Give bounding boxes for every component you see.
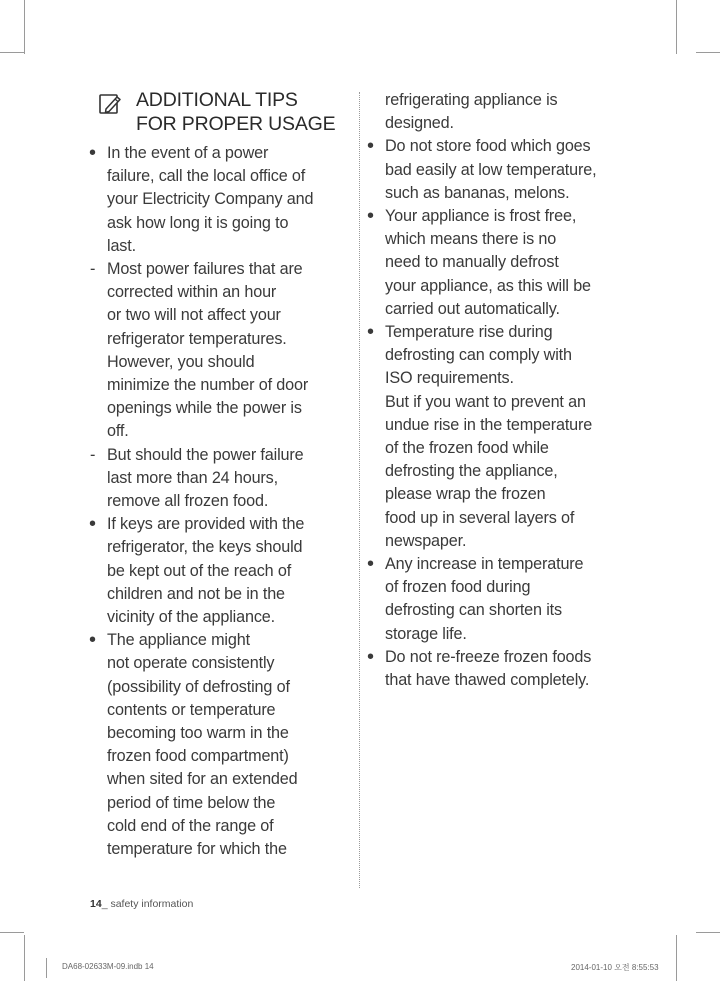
continued-text — [366, 89, 636, 135]
item-line: minimize the number of door — [107, 376, 309, 395]
item-line: defrosting can comply with — [385, 346, 572, 365]
page-number: 14 — [90, 898, 102, 910]
item-line: your appliance, as this will be — [385, 276, 591, 295]
right-tips-list — [366, 135, 636, 692]
bullet-marker: • — [89, 629, 96, 652]
item-line: of the frozen food while — [385, 439, 549, 458]
item-line: frozen food compartment) — [107, 747, 289, 766]
item-line: becoming too warm in the — [107, 724, 289, 743]
item-line: period of time below the — [107, 793, 276, 812]
item-line: newspaper. — [385, 531, 467, 550]
item-line: Your appliance is frost free, — [385, 207, 577, 226]
heading-line-2: FOR PROPER USAGE — [136, 113, 336, 135]
item-line: temperature for which the — [107, 840, 287, 859]
item-line: defrosting can shorten its — [385, 601, 562, 620]
item-line: (possibility of defrosting of — [107, 677, 290, 696]
item-line: The appliance might — [107, 631, 250, 650]
dash-marker: - — [90, 260, 96, 279]
column-divider — [359, 92, 360, 888]
right-tip-item — [366, 205, 636, 321]
item-line: or two will not affect your — [107, 306, 281, 325]
item-line: Any increase in temperature — [385, 555, 584, 574]
item-line: ISO requirements. — [385, 369, 514, 388]
item-line: refrigerator, the keys should — [107, 538, 303, 557]
item-line: of frozen food during — [385, 578, 531, 597]
item-line: such as bananas, melons. — [385, 183, 570, 202]
footer-section: _ safety information — [101, 898, 194, 910]
right-tip-item — [366, 135, 636, 205]
section-heading — [88, 88, 354, 136]
bullet-marker: • — [367, 645, 374, 668]
item-line: cold end of the range of — [107, 816, 274, 835]
page-footer — [90, 898, 193, 910]
item-line: last. — [107, 236, 136, 255]
item-line: But if you want to prevent an — [385, 392, 586, 411]
left-tip-item — [88, 258, 354, 444]
item-line: your Electricity Company and — [107, 190, 314, 209]
item-line: last more than 24 hours, — [107, 468, 278, 487]
continued-line-2: designed. — [385, 114, 454, 133]
item-line: refrigerator temperatures. — [107, 329, 287, 348]
print-slug-file: DA68-02633M-09.indb 14 — [62, 962, 154, 971]
note-pencil-icon — [98, 92, 122, 116]
bullet-marker: • — [367, 205, 374, 228]
item-line: when sited for an extended — [107, 770, 298, 789]
item-line: off. — [107, 422, 129, 441]
item-line: bad easily at low temperature, — [385, 160, 597, 179]
left-column — [88, 88, 354, 861]
item-line: openings while the power is — [107, 399, 302, 418]
item-line: defrosting the appliance, — [385, 462, 558, 481]
bullet-marker: • — [367, 321, 374, 344]
item-line: vicinity of the appliance. — [107, 608, 275, 627]
item-line: remove all frozen food. — [107, 492, 269, 511]
right-tip-item — [366, 321, 636, 553]
item-line: ask how long it is going to — [107, 213, 289, 232]
heading-line-1: ADDITIONAL TIPS — [136, 89, 298, 111]
item-line: food up in several layers of — [385, 508, 575, 527]
item-line: not operate consistently — [107, 654, 275, 673]
item-line: contents or temperature — [107, 700, 276, 719]
item-line: corrected within an hour — [107, 283, 277, 302]
item-line: Do not store food which goes — [385, 137, 591, 156]
item-line: But should the power failure — [107, 445, 304, 464]
bullet-marker: • — [89, 142, 96, 164]
item-line: be kept out of the reach of — [107, 561, 292, 580]
item-line: If keys are provided with the — [107, 515, 305, 534]
right-tip-item — [366, 553, 636, 646]
left-tip-item — [88, 444, 354, 514]
bullet-marker: • — [367, 135, 374, 158]
left-tip-item — [88, 629, 354, 861]
item-line: please wrap the frozen — [385, 485, 546, 504]
item-line: which means there is no — [385, 230, 557, 249]
right-tip-item — [366, 646, 636, 692]
bullet-marker: • — [367, 553, 374, 576]
dash-marker: - — [90, 445, 96, 464]
item-line: failure, call the local office of — [107, 167, 306, 186]
item-line: Most power failures that are — [107, 260, 303, 279]
item-line: that have thawed completely. — [385, 671, 590, 690]
print-slug-date: 2014-01-10 오전 8:55:53 — [571, 963, 659, 972]
item-line: storage life. — [385, 624, 467, 643]
item-line: However, you should — [107, 352, 255, 371]
continued-line-1: refrigerating appliance is — [385, 91, 558, 109]
item-line: Do not re-freeze frozen foods — [385, 647, 592, 666]
bullet-marker: • — [89, 513, 96, 536]
item-line: Temperature rise during — [385, 323, 553, 342]
left-tip-item — [88, 142, 354, 258]
left-tips-list — [88, 142, 354, 861]
item-line: need to manually defrost — [385, 253, 559, 272]
item-line: In the event of a power — [107, 144, 269, 162]
item-line: undue rise in the temperature — [385, 415, 593, 434]
right-column — [366, 89, 636, 692]
left-tip-item — [88, 513, 354, 629]
item-line: carried out automatically. — [385, 299, 560, 318]
item-line: children and not be in the — [107, 584, 285, 603]
